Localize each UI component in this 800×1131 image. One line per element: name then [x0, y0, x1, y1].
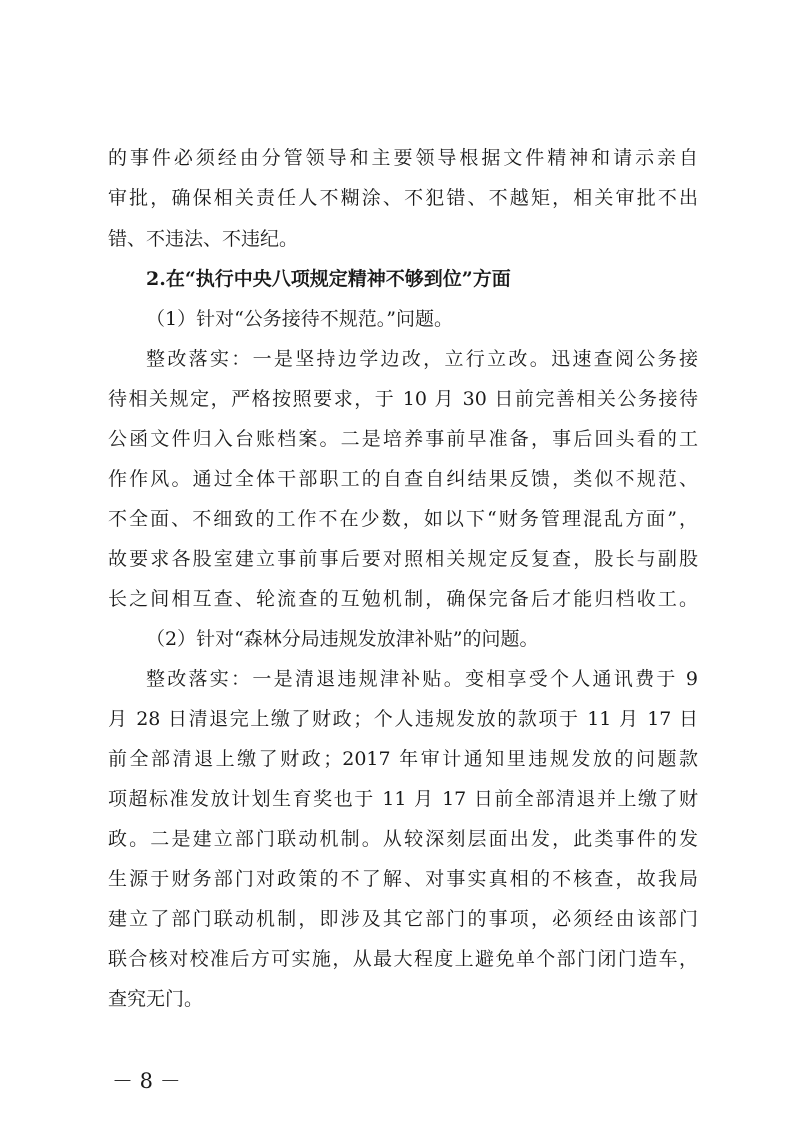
body-text-line: 整改落实：一是坚持边学边改，立行立改。迅速查阅公务接 [146, 348, 698, 370]
body-text-line: 前全部清退上缴了财政；2017 年审计通知里违规发放的问题款 [108, 748, 698, 770]
body-text-line: 公函文件归入台账档案。二是培养事前早准备，事后回头看的工 [108, 428, 698, 450]
body-text-line: 查究无门。 [108, 988, 204, 1010]
body-text-line: 整改落实：一是清退违规津补贴。变相享受个人通讯费于 9 [146, 668, 698, 690]
subsection-heading: （2）针对“森林分局违规发放津补贴”的问题。 [146, 628, 539, 650]
body-text-line: 的事件必须经由分管领导和主要领导根据文件精神和请示亲自 [108, 147, 698, 169]
body-text-line: 项超标准发放计划生育奖也于 11 月 17 日前全部清退并上缴了财 [108, 788, 698, 810]
body-text-line: 政。二是建立部门联动机制。从较深刻层面出发，此类事件的发 [108, 828, 698, 850]
body-text-line: 错、不违法、不违纪。 [108, 228, 299, 250]
page-number: － 8 － [112, 1069, 181, 1093]
body-text-line: 长之间相互查、轮流查的互勉机制，确保完备后才能归档收工。 [108, 588, 698, 610]
body-text-line: 联合核对校准后方可实施，从最大程度上避免单个部门闭门造车， [108, 948, 698, 970]
section-heading: 2.在“执行中央八项规定精神不够到位”方面 [146, 268, 511, 290]
body-text-line: 不全面、不细致的工作不在少数，如以下“财务管理混乱方面”， [108, 508, 698, 530]
body-text-line: 月 28 日清退完上缴了财政；个人违规发放的款项于 11 月 17 日 [108, 708, 698, 730]
body-text-line: 生源于财务部门对政策的不了解、对事实真相的不核查，故我局 [108, 868, 698, 890]
body-text-line: 待相关规定，严格按照要求，于 10 月 30 日前完善相关公务接待 [108, 388, 698, 410]
body-text-line: 审批，确保相关责任人不糊涂、不犯错、不越矩，相关审批不出 [108, 187, 698, 209]
body-text-line: 建立了部门联动机制，即涉及其它部门的事项，必须经由该部门 [108, 908, 698, 930]
body-text-line: 故要求各股室建立事前事后要对照相关规定反复查，股长与副股 [108, 548, 698, 570]
subsection-heading: （1）针对“公务接待不规范。”问题。 [146, 308, 454, 330]
body-text-line: 作作风。通过全体干部职工的自查自纠结果反馈，类似不规范、 [108, 468, 698, 490]
